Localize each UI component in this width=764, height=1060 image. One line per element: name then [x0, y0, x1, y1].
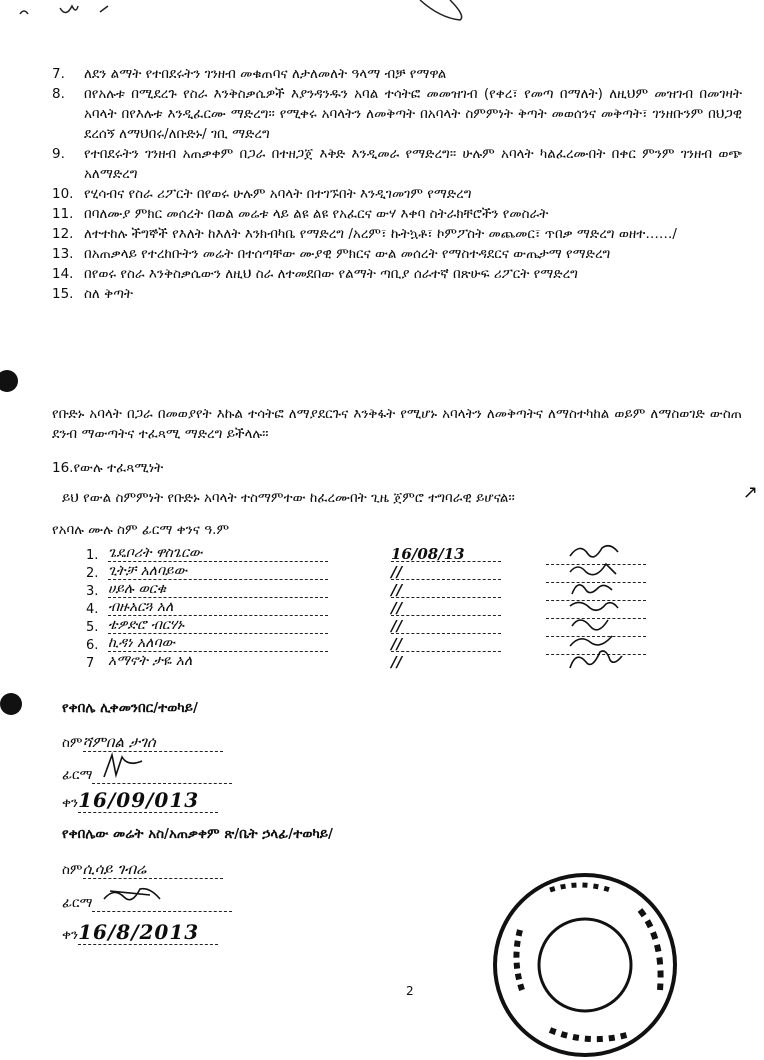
list-item: 9. የተበደሩትን ገንዘብ አጠቃቀም በጋራ በተዘጋጀ እቅድ እንዲመራ የማድረግ፡፡ ሁሉም አባላት ካልፈረሙበት በቀር ምንም ገንዘብ ወጭ አለማድረግ	[52, 146, 742, 182]
penalty-paragraph: የቡድኑ አባላት በጋራ በመወያየት እኩል ተሳትፎ ለማያደርጉና እንቅፋት የሚሆኑ አባላትን ለመቅጣትና ለማስተካከል ወይም ለማስወገድ ውስጠ ደንብ ማውጣትና ተፈጻሚ ማድረግ ይችላሉ፡፡	[52, 406, 742, 442]
punch-hole	[0, 693, 22, 715]
receiver-date-field: ቀን16/09/013	[62, 788, 218, 813]
list-item: 12. ለተተከሉ ችግኞች የእለት ከእለት እንክብካቤ የማድረግ /አረም፣ ኩትኳቶ፣ ኮምፖስት መጨመር፣ ጥበቃ ማድረግ ወዘተ……/	[52, 226, 677, 242]
list-item: 8. በየአሉቱ በሚደረጉ የስራ እንቅስቃሴዎች እያንዳንዱን አባል ተሳትፎ መመዝገብ (የቀረ፣ የመጣ በማለት) ለዚህም መዝገብ በመገዛት አባላት በየእሉቱ እንዲፈርሙ ማድረግ፡፡ የሚቀሩ አባላትን ለመቅጣት በአባላት ስምምነት ቅጣት መወሰንና መቅጣት፣ ገንዘቡንም በህጋዊ ደረሰኝ ለማህበሩ/ለቡድኑ/ ገቢ ማድረግ	[52, 86, 742, 142]
land-office-date-value: 16/8/2013	[78, 920, 218, 945]
member-name: ሀይሉ ወርቁ	[108, 581, 328, 598]
member-date: //	[391, 563, 501, 580]
table-row: 3. ሀይሉ ወርቁ //	[86, 584, 646, 600]
receiver-signature	[92, 765, 232, 784]
top-scribble-mark	[0, 0, 764, 40]
member-date: //	[391, 581, 501, 598]
member-date: 16/08/13	[391, 545, 501, 562]
receiver-title: የቀበሌ ሊቀመንበር/ተወካይ/	[62, 700, 198, 716]
list-item: 10. የሂሳብና የስራ ሪፖርት በየወሩ ሁሉም አባላት በተገኙበት እንዲገመገም የማድረግ	[52, 186, 472, 202]
section-16-title: 16.የውሉ ተፈጻሚነት	[52, 460, 164, 476]
land-office-name-field: ስምሲሳይ ገብሬ	[62, 860, 223, 879]
land-office-signature	[92, 893, 232, 912]
members-header: የአባሉ ሙሉ ስም ፊርማ ቀንና ዓ.ም	[52, 522, 230, 538]
land-office-signature-field: ፊርማ	[62, 893, 232, 912]
page-number: 2	[406, 984, 414, 998]
land-office-title: የቀበሌው መሬት አስ/አጠቃቀም ጽ/ቤት ኃላፊ/ተወካይ/	[62, 826, 333, 842]
section-16-text: ይህ የውል ስምምነት የቡድኑ አባላት ተስማምተው ከፈረሙበት ጊዜ ጀምሮ ተግባራዊ ይሆናል፡፡	[62, 490, 515, 506]
list-item: 15. ስለ ቅጣት	[52, 286, 133, 302]
table-row: 4. ብዙአርጓ አለ //	[86, 602, 646, 618]
land-office-date-field: ቀን16/8/2013	[62, 920, 218, 945]
member-name: ብዙአርጓ አለ	[108, 599, 328, 616]
member-name: ቴዎድሮ ብርሃኑ	[108, 617, 328, 634]
receiver-name-value: ሻምበል ታገሰ	[83, 733, 223, 752]
punch-hole	[0, 370, 18, 392]
member-name: ኪዳነ አለባው	[108, 635, 328, 652]
table-row: 5. ቴዎድሮ ብርሃኑ //	[86, 620, 646, 636]
member-date: //	[391, 653, 402, 671]
list-item: 7. ለደን ልማት የተበደሩትን ገንዘብ መቁጠባና ለታለመለት ዓላማ ብቻ የማዋል	[52, 66, 447, 82]
land-office-name-value: ሲሳይ ገብሬ	[83, 860, 223, 879]
list-item: 14. በየወሩ የስራ እንቅስቃሴውን ለዚህ ስራ ለተመደበው የልማት ጣቢያ ሰራተኛ በጽሁፍ ሪፖርት የማድረግ	[52, 266, 578, 282]
receiver-name-field: ስምሻምበል ታገሰ	[62, 733, 223, 752]
receiver-signature-field: ፊርማ	[62, 765, 232, 784]
table-row: 1. ጌዴቦሪት ዋስጌርው 16/08/13	[86, 548, 646, 564]
members-signature-table	[86, 545, 646, 672]
list-item: 13. በአጠቃላይ የተረከቡትን መሬት በተሰጣቸው ሙያዊ ምክርና ውል መሰረት የማስተዳደርና ውጤታማ የማድረግ	[52, 246, 611, 262]
member-date: //	[391, 599, 501, 616]
member-name: አማኖት ታዬ አለ	[108, 653, 193, 669]
list-item: 11. በባለሙያ ምክር መሰረት በወል መሬቱ ላይ ልዩ ልዩ የአፈርና ውሃ እቀባ ስትራክቸሮችን የመስራት	[52, 206, 549, 222]
edge-mark: ↗	[742, 482, 758, 503]
member-date: //	[391, 617, 501, 634]
table-row: 2. ጊትቻ አለባይው //	[86, 566, 646, 582]
member-date: //	[391, 635, 501, 652]
receiver-date-value: 16/09/013	[78, 788, 218, 813]
obligations-list	[52, 64, 742, 304]
member-signature	[546, 656, 646, 672]
member-name: ጊትቻ አለባይው	[108, 563, 328, 580]
table-row: 7 አማኖት ታዬ አለ //	[86, 656, 646, 672]
table-row: 6. ኪዳነ አለባው //	[86, 638, 646, 654]
official-stamp-seal	[490, 870, 680, 1060]
member-name: ጌዴቦሪት ዋስጌርው	[108, 545, 328, 562]
